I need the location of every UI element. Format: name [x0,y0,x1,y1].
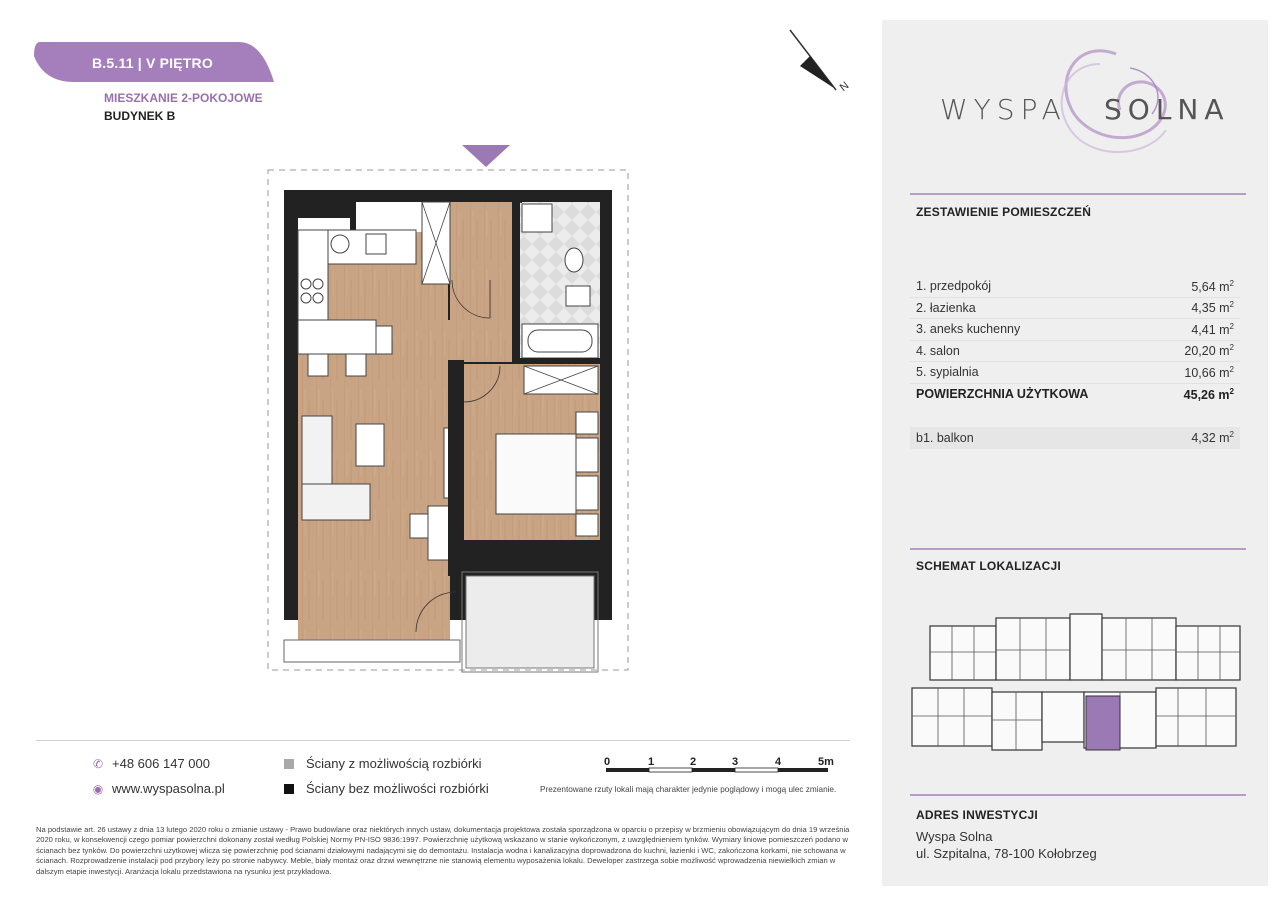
room-name: 2. łazienka [916,300,976,315]
room-name: 5. sypialnia [916,365,979,380]
room-row [910,319,1240,341]
total-area-value: 45,26 $m^2$ [1183,386,1234,402]
highlighted-unit [1086,696,1120,750]
scale-label: 2 [690,756,697,768]
address-heading: ADRES INWESTYCJI [916,808,1038,822]
balcony-row [910,427,1240,449]
address-divider [910,794,1246,796]
room-area: 4,41 $m^2$ [1191,321,1234,337]
room-name: 3. aneks kuchenny [916,322,1021,337]
scale-bar [602,754,842,778]
floor-plan [260,140,640,680]
building-label: BUDYNEK B [104,109,176,123]
scale-label: 1 [648,756,655,768]
website-link: www.wyspasolna.pl [112,781,225,796]
location-divider [910,548,1246,550]
scale-label: 0 [604,756,611,768]
fixed-wall-label: Ściany bez możliwości rozbiórki [306,781,489,796]
room-row [910,362,1240,384]
total-area-label: POWIERZCHNIA UŻYTKOWA [916,387,1089,402]
scale-label: 5m [818,756,834,768]
room-list [910,276,1240,405]
removable-wall-label: Ściany z możliwością rozbiórki [306,756,482,771]
website-contact[interactable] [92,781,225,796]
brand-name-left: WYSPA [940,93,1067,126]
phone-number: +48 606 147 000 [112,756,210,771]
room-row [910,341,1240,363]
removable-wall-swatch [284,759,294,769]
location-heading: SCHEMAT LOKALIZACJI [916,559,1061,573]
globe-icon: ◉ [92,781,104,796]
phone-icon: ✆ [92,756,104,771]
legal-note: Na podstawie art. 26 ustawy z dnia 13 lutego 2020 roku o zmianie ustawy - Prawo budowlane oraz niektórych innych ustaw, dokumentacja projektowa została sporządzona w oparciu o przepisy w brzmieniu obowiązującym do dnia 19 września 2020 roku, w konsekwencji czego pomiar powierzchni dokonany został według Polskiej Normy PN-ISO 9836:1997. Powierzchnię użytkową wskazano w stanie wykończonym, z uwzględnieniem tynków. Wymiary liniowe pomieszczeń podano w ścianach bez tynków. Do powierzchni użytkowej wlicza się powierzchnię pod ścianami działowymi nadającymi się do demontażu. Instalacja wodna i kanalizacyjna doprowadzona do kuchni, łazienki i WC, zakończona korkami, nie schowana w ścianach. Rozprowadzenie instalacji pod przybory leży po stronie nabywcy. Meble, biały montaż oraz drzwi wewnętrzne nie stanowią elementu wyposażenia lokalu. Deweloper zastrzega sobie możliwość wprowadzenia niewielkich zmian w dalszym etapie inwestycji. Aranżacja lokalu przedstawiona na rysunku jest przykładowa. [36,825,850,876]
balcony-name: b1. balkon [916,430,974,445]
fixed-wall-swatch [284,784,294,794]
unit-label: B.5.11 | V PIĘTRO [92,55,213,71]
summary-heading: ZESTAWIENIE POMIESZCZEŃ [916,205,1092,219]
brand-name-right: SOLNA [1104,93,1230,126]
room-name: 1. przedpokój [916,279,992,294]
room-row [910,298,1240,320]
footer-divider [36,740,850,741]
address-line-1: Wyspa Solna [916,829,993,844]
address-line-2: ul. Szpitalna, 78-100 Kołobrzeg [916,846,1097,861]
balcony-area: 4,32 $m^2$ [1191,430,1234,446]
summary-divider [910,193,1246,195]
north-label: N [837,79,852,94]
apartment-type: MIESZKANIE 2-POKOJOWE [104,91,263,105]
legend-fixed-walls [284,781,489,796]
legend-removable-walls [284,756,482,771]
room-name: 4. salon [916,343,960,358]
location-plan [908,596,1246,772]
total-area-row [910,384,1240,406]
scale-label: 3 [732,756,739,768]
entrance-marker [462,145,510,167]
scale-label: 4 [775,756,782,768]
room-area: 10,66 $m^2$ [1184,364,1234,380]
north-arrow-icon [786,26,856,102]
room-area: 20,20 $m^2$ [1184,343,1234,359]
room-area: 5,64 $m^2$ [1191,278,1234,294]
disclaimer: Prezentowane rzuty lokali mają charakter jedynie poglądowy i mogą ulec zmianie. [540,785,837,794]
phone-contact[interactable] [92,756,210,771]
room-row [910,276,1240,298]
room-area: 4,35 $m^2$ [1191,300,1234,316]
